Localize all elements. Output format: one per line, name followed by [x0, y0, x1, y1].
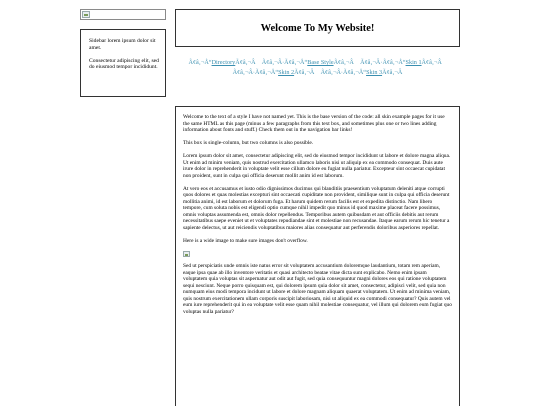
broken-wide-image-icon: [183, 251, 190, 257]
nav-link-skin-3[interactable]: Skin 3: [366, 69, 383, 76]
nav-link-skin-1[interactable]: Skin 1: [405, 59, 422, 66]
encoding-artifact: Ã¢â‚¬Â·Ã¢â‚¬Å“: [261, 59, 308, 66]
nav-link-directory[interactable]: Directory: [211, 59, 236, 66]
page-title: Welcome To My Website!: [260, 22, 375, 34]
content-paragraph: At vero eos et accusamus et iusto odio dignissimos ducimus qui blanditiis praesentium voluptatum deleniti atque corrupti quos dolores et quas molestias excepturi sint occaecati cupiditate non provident, similique sunt in culpa qui officia deserunt mollitia animi, id est laborum et dolorum fuga. Et harum quidem rerum facilis est et expedita distinctio. Nam libero tempore, cum soluta nobis est eligendi optio cumque nihil impedit quo minus id quod maxime placeat facere possimus, omnis voluptas assumenda est, omnis dolor repellendus. Temporibus autem quibusdam et aut officiis debitis aut rerum necessitatibus saepe eveniet ut et voluptates repudiandae sint et molestiae non recusandae. Itaque earum rerum hic tenetur a sapiente delectus, ut aut reiciendis voluptatibus maiores alias consequatur aut perferendis doloribus asperiores repellat.: [183, 185, 450, 231]
encoding-artifact: Ã¢â‚¬Â: [333, 59, 354, 66]
content-paragraph: Here is a wide image to make sure images don't overflow.: [183, 237, 308, 244]
encoding-artifact: Ã¢â‚¬Â·Ã¢â‚¬Å“: [232, 69, 279, 76]
broken-image-icon: [82, 11, 90, 18]
sidebar-box: [80, 29, 166, 97]
main-content-box: [175, 106, 460, 406]
site-logo-image: [80, 9, 166, 20]
sidebar-paragraph: Consectetur adipiscing elit, sed do eiusmod tempor incididunt.: [89, 57, 159, 71]
encoding-artifact: Ã¢â‚¬Å“: [188, 59, 212, 66]
navigation-bar: [175, 57, 460, 93]
encoding-artifact: Ã¢â‚¬Â·Ã¢â‚¬Å“: [320, 69, 367, 76]
content-paragraph: Welcome to the text of a style I have not named yet. This is the base version of the code: all skin example pages for it use the same HTML as this page (minus a few paragraphs from this text box, and sometimes plus one or two lines adding information about fonts and stuff.) Check them out in the navigation bar links!: [183, 114, 445, 133]
content-paragraph: This box is single-column, but two columns is also possible.: [183, 140, 314, 146]
encoding-artifact: Ã¢â‚¬Â: [294, 69, 315, 76]
encoding-artifact: Ã¢â‚¬Â·Ã¢â‚¬Å“: [360, 59, 406, 66]
sidebar-paragraph: Sidebar lorem ipsum dolor sit amet.: [89, 38, 156, 51]
encoding-artifact: Ã¢â‚¬Â: [421, 59, 442, 66]
site-header: [175, 9, 460, 47]
content-paragraph: Sed ut perspiciatis unde omnis iste natus error sit voluptatem accusantium doloremque laudantium, totam rem aperiam, eaque ipsa quae ab illo inventore veritatis et quasi architecto beatae vitae dicta sunt explicabo. Nemo enim ipsam voluptatem quia voluptas sit aspernatur aut odit aut fugit, sed quia consequuntur magni dolores eos qui ratione voluptatem sequi nesciunt. Neque porro quisquam est, qui dolorem ipsum quia dolor sit amet, consectetur, adipisci velit, sed quia non numquam eius modi tempora incidunt ut labore et dolore magnam aliquam quaerat voluptatem. Ut enim ad minima veniam, quis nostrum exercitationem ullam corporis suscipit laboriosam, nisi ut aliquid ex ea commodi consequatur? Quis autem vel eum iure reprehenderit qui in ea voluptate velit esse quam nihil molestiae consequatur, vel illum qui dolorem eum fugiat quo voluptas nulla pariatur?: [183, 263, 452, 315]
content-paragraph: Lorem ipsum dolor sit amet, consectetur adipiscing elit, sed do eiusmod tempor incididunt ut labore et dolore magna aliqua. Ut enim ad minim veniam, quis nostrud exercitation ullamco laboris nisi ut aliquip ex ea commodo consequat. Duis aute irure dolor in reprehenderit in voluptate velit esse cillum dolore eu fugiat nulla pariatur. Excepteur sint occaecat cupidatat non proident, sunt in culpa qui officia deserunt mollit anim id est laborum.: [183, 153, 451, 179]
nav-link-base-style[interactable]: Base Style: [307, 59, 334, 66]
encoding-artifact: Ã¢â‚¬Â: [382, 69, 403, 76]
encoding-artifact: Ã¢â‚¬Â: [235, 59, 256, 66]
nav-link-skin-2[interactable]: Skin 2: [278, 69, 295, 76]
